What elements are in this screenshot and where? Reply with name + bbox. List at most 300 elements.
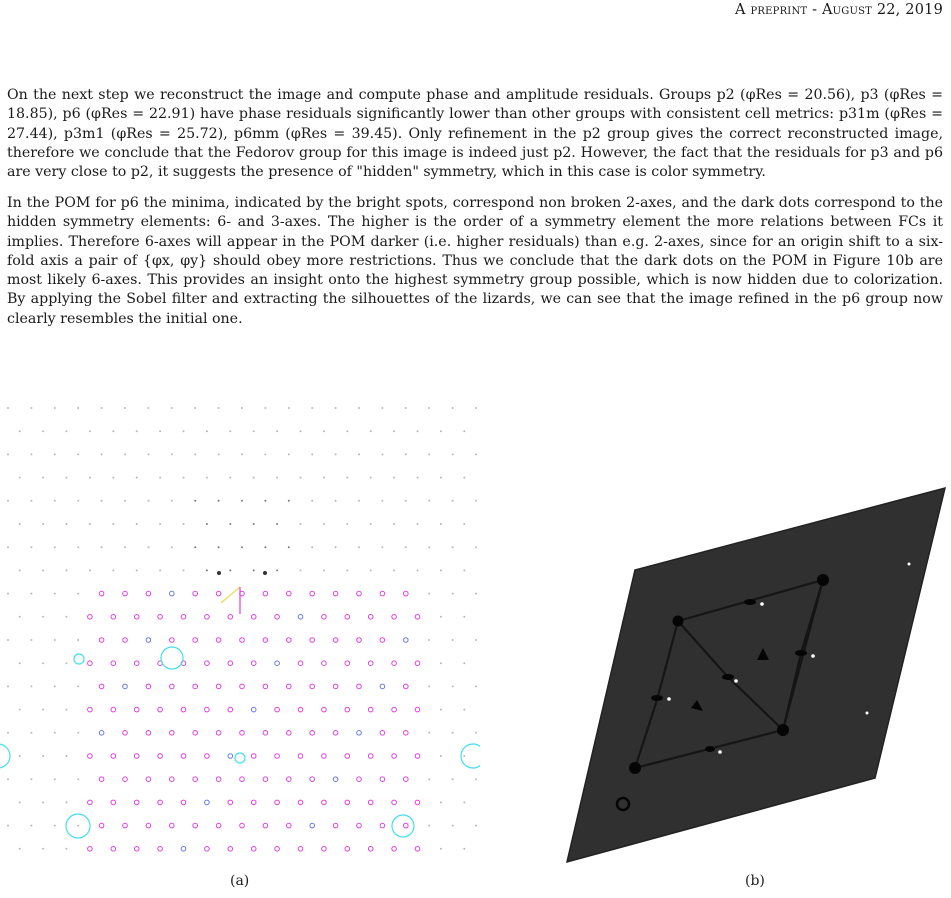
lattice-ring [216, 591, 221, 596]
lattice-ring [263, 591, 268, 596]
pom-lattice-plot [0, 396, 480, 868]
lattice-ring [404, 638, 409, 643]
lattice-ring [99, 591, 104, 596]
lattice-ring [111, 707, 116, 712]
lattice-dot [7, 407, 9, 409]
lattice-ring [263, 731, 268, 736]
lattice-dot [300, 477, 302, 479]
lattice-ring [193, 684, 198, 689]
lattice-dot [218, 546, 220, 548]
lattice-dot [475, 407, 477, 409]
lattice-ring [380, 638, 385, 643]
lattice-dot [30, 453, 32, 455]
lattice-dot [241, 407, 243, 409]
lattice-dot [7, 546, 9, 548]
lattice-ring [415, 847, 420, 852]
lattice-dot [194, 500, 196, 502]
lattice-dot [428, 500, 430, 502]
lattice-dot [66, 848, 68, 850]
lattice-ring [345, 661, 350, 666]
lattice-ring [380, 731, 385, 736]
lattice-ring [380, 823, 385, 828]
lattice-ring [415, 661, 420, 666]
lattice-dot [66, 616, 68, 618]
lattice-ring [263, 638, 268, 643]
lattice-ring [99, 823, 104, 828]
lattice-dot [381, 453, 383, 455]
lattice-dot [147, 500, 149, 502]
lattice-ring [263, 823, 268, 828]
lattice-ring [123, 777, 128, 782]
lattice-ring [228, 661, 233, 666]
lattice-dot [42, 662, 44, 664]
lattice-dot [311, 500, 313, 502]
lattice-ring [368, 800, 373, 805]
lattice-dot [66, 755, 68, 757]
lattice-dot [335, 453, 337, 455]
lattice-dot [54, 453, 56, 455]
lattice-dot [276, 430, 278, 432]
lattice-ring [216, 731, 221, 736]
lattice-ring [193, 777, 198, 782]
lattice-dot [206, 523, 208, 525]
lattice-ring [275, 707, 280, 712]
lattice-dot [381, 407, 383, 409]
lattice-dot [264, 407, 266, 409]
lattice-dot [311, 453, 313, 455]
lattice-dot [30, 778, 32, 780]
lattice-ring [170, 638, 175, 643]
lattice-dot [77, 732, 79, 734]
lattice-ring [146, 823, 151, 828]
lattice-ring [404, 591, 409, 596]
lattice-ring [228, 615, 233, 620]
lattice-dot [405, 500, 407, 502]
lattice-dot [452, 732, 454, 734]
lattice-ring [134, 754, 139, 759]
lattice-dot [463, 662, 465, 664]
lattice-ring [123, 823, 128, 828]
lattice-dot [253, 569, 255, 571]
paragraph-2: In the POM for p6 the minima, indicated by the bright spots, correspond non broken 2-axes, and the dark dots correspond to the hidden symmetry elements: 6- and 3-axes. The higher is the order of a symmetry element the more relations between FCs it implies. Therefore 6-axes will appear in the POM darker (i.e. higher residuals) than e.g. 2-axes, since for an origin shift to a six-fold axis a pair of {φx, φy} should obey more restrictions. Thus we conclude that the dark dots on the POM in Figure 10b are most likely 6-axes. This provides an insight onto the highest symmetry group possible, which is now hidden due to colorization. By applying the Sobel filter and extracting the silhouettes of the lizards, we can see that the image refined in the p6 group now clearly resembles the initial one. [7, 195, 943, 327]
lattice-dot [452, 407, 454, 409]
lattice-dot [417, 477, 419, 479]
lattice-dot [323, 477, 325, 479]
lattice-dot [77, 453, 79, 455]
lattice-dot [19, 569, 21, 571]
lattice-dot [19, 477, 21, 479]
lattice-ring [88, 754, 93, 759]
lattice-dot [7, 453, 9, 455]
lattice-dot [370, 477, 372, 479]
lattice-dot [101, 500, 103, 502]
lattice-dot [276, 569, 278, 571]
lattice-dot [264, 546, 266, 548]
lattice-ring [345, 615, 350, 620]
lattice-dot [452, 546, 454, 548]
lattice-dot [440, 616, 442, 618]
lattice-ring [380, 591, 385, 596]
lattice-dot [358, 407, 360, 409]
lattice-dot [475, 593, 477, 595]
lattice-dot [19, 709, 21, 711]
lattice-ring [99, 638, 104, 643]
lattice-dot [54, 593, 56, 595]
lattice-dot [77, 639, 79, 641]
lattice-dot [171, 546, 173, 548]
lattice-dot [463, 569, 465, 571]
lattice-dot [452, 593, 454, 595]
lattice-dot [440, 848, 442, 850]
lattice-dot [370, 430, 372, 432]
lattice-ring [251, 615, 256, 620]
lattice-dot [42, 848, 44, 850]
lattice-ring [240, 731, 245, 736]
lattice-ring [146, 777, 151, 782]
lattice-ring [357, 731, 362, 736]
lattice-ring [216, 638, 221, 643]
lattice-dot [30, 685, 32, 687]
cyan-ring [235, 753, 245, 763]
lattice-dot [124, 407, 126, 409]
lattice-dot [206, 569, 208, 571]
lattice-ring [298, 661, 303, 666]
lattice-ring [357, 684, 362, 689]
lattice-dot [253, 430, 255, 432]
lattice-ring [251, 661, 256, 666]
lattice-ring [228, 847, 233, 852]
lattice-dot [183, 430, 185, 432]
lattice-dot [475, 639, 477, 641]
lattice-ring [287, 591, 292, 596]
lattice-ring [158, 615, 163, 620]
lattice-dot [7, 685, 9, 687]
lattice-dot [77, 825, 79, 827]
lattice-ring [368, 754, 373, 759]
lattice-ring [333, 684, 338, 689]
lattice-ring [333, 823, 338, 828]
lattice-dot [288, 546, 290, 548]
lattice-dot [66, 801, 68, 803]
lattice-dot [54, 639, 56, 641]
lattice-dot [136, 430, 138, 432]
lattice-dot [370, 523, 372, 525]
lattice-dot [452, 685, 454, 687]
lattice-dot [42, 616, 44, 618]
lattice-dot [194, 453, 196, 455]
lattice-ring [380, 777, 385, 782]
lattice-ring [193, 731, 198, 736]
lattice-ring [99, 731, 104, 736]
lattice-ring [99, 684, 104, 689]
lattice-dot [159, 430, 161, 432]
lattice-dot [264, 500, 266, 502]
lattice-ring [134, 661, 139, 666]
lattice-dot [440, 569, 442, 571]
cyan-ring [392, 815, 414, 837]
lattice-dot [77, 593, 79, 595]
lattice-dot [440, 709, 442, 711]
lattice-dot [358, 546, 360, 548]
lattice-dot [19, 430, 21, 432]
lattice-ring [322, 615, 327, 620]
lattice-ring [287, 731, 292, 736]
lattice-dot [335, 407, 337, 409]
lattice-dot [452, 500, 454, 502]
lattice-dot [288, 500, 290, 502]
lattice-dot [159, 569, 161, 571]
lattice-dot [475, 732, 477, 734]
lattice-ring [415, 615, 420, 620]
lattice-ring [322, 707, 327, 712]
dark-dot [263, 571, 267, 575]
lattice-dot [112, 477, 114, 479]
lattice-dot [463, 801, 465, 803]
lattice-ring [170, 684, 175, 689]
lattice-dot [66, 477, 68, 479]
lattice-dot [42, 709, 44, 711]
lattice-ring [287, 638, 292, 643]
lattice-dot [440, 523, 442, 525]
lattice-ring [216, 777, 221, 782]
lattice-ring [392, 847, 397, 852]
lattice-dot [358, 500, 360, 502]
paragraph-1: On the next step we reconstruct the image and compute phase and amplitude residuals. Groups p2 (φRes = 20.56), p3 (φRes = 18.85), p6 (φRes = 22.91) have phase residuals significantly lower than other groups with consistent cell metrics: p31m (φRes = 27.44), p3m1 (φRes = 25.72), p6mm (φRes = 39.45). Only refinement in the p2 group gives the correct reconstructed image, therefore we conclude that the Fedorov group for this image is indeed just p2. However, the fact that the residuals for p3 and p6 are very close to p2, it suggests the presence of "hidden" symmetry, which in this case is color symmetry. [7, 87, 943, 181]
lattice-dot [66, 709, 68, 711]
lattice-dot [19, 523, 21, 525]
lattice-ring [170, 731, 175, 736]
lattice-dot [241, 546, 243, 548]
lattice-dot [183, 477, 185, 479]
lattice-dot [54, 500, 56, 502]
lattice-ring [298, 754, 303, 759]
lattice-ring [240, 823, 245, 828]
lattice-ring [263, 777, 268, 782]
lattice-dot [229, 523, 231, 525]
lattice-ring [251, 754, 256, 759]
lattice-dot [229, 430, 231, 432]
lattice-dot [171, 407, 173, 409]
yellow-vector [221, 587, 240, 603]
lattice-ring [415, 800, 420, 805]
lattice-dot [417, 569, 419, 571]
lattice-ring [287, 684, 292, 689]
lattice-dot [276, 477, 278, 479]
lattice-ring [392, 615, 397, 620]
lattice-dot [30, 546, 32, 548]
lattice-dot [194, 407, 196, 409]
lattice-dot [183, 523, 185, 525]
lattice-dot [440, 662, 442, 664]
lattice-ring [111, 754, 116, 759]
figure-panel-a [0, 396, 480, 868]
lattice-dot [463, 709, 465, 711]
lattice-ring [240, 684, 245, 689]
lattice-dot [77, 546, 79, 548]
lattice-ring [345, 800, 350, 805]
lattice-dot [475, 778, 477, 780]
lattice-ring [404, 823, 409, 828]
lattice-dot [66, 662, 68, 664]
lattice-ring [251, 800, 256, 805]
refined-image-rhombus [545, 478, 950, 868]
lattice-dot [300, 523, 302, 525]
lattice-dot [253, 477, 255, 479]
lattice-dot [346, 430, 348, 432]
lattice-ring [310, 591, 315, 596]
lattice-dot [30, 639, 32, 641]
lattice-ring [251, 847, 256, 852]
lattice-dot [159, 523, 161, 525]
lattice-dot [42, 523, 44, 525]
lattice-ring [205, 754, 210, 759]
lattice-dot [136, 477, 138, 479]
lattice-dot [346, 477, 348, 479]
lattice-dot [66, 569, 68, 571]
lattice-dot [346, 523, 348, 525]
lattice-dot [30, 500, 32, 502]
lattice-dot [54, 732, 56, 734]
lattice-dot [323, 523, 325, 525]
lattice-ring [275, 615, 280, 620]
lattice-ring [181, 847, 186, 852]
lattice-dot [54, 407, 56, 409]
lattice-ring [170, 777, 175, 782]
lattice-ring [170, 591, 175, 596]
lattice-dot [428, 685, 430, 687]
lattice-dot [124, 546, 126, 548]
lattice-dot [428, 407, 430, 409]
lattice-dot [159, 477, 161, 479]
lattice-ring [368, 661, 373, 666]
lattice-ring [310, 777, 315, 782]
lattice-dot [393, 430, 395, 432]
lattice-dot [381, 546, 383, 548]
lattice-dot [288, 453, 290, 455]
lattice-ring [322, 661, 327, 666]
lattice-dot [428, 825, 430, 827]
lattice-ring [205, 847, 210, 852]
lattice-ring [134, 800, 139, 805]
lattice-dot [42, 430, 44, 432]
lattice-dot [428, 732, 430, 734]
dark-dot [217, 571, 221, 575]
lattice-ring [228, 800, 233, 805]
lattice-dot [19, 801, 21, 803]
lattice-dot [405, 453, 407, 455]
lattice-dot [206, 477, 208, 479]
lattice-ring [88, 847, 93, 852]
lattice-dot [311, 546, 313, 548]
lattice-ring [205, 661, 210, 666]
lattice-dot [452, 453, 454, 455]
lattice-dot [241, 500, 243, 502]
lattice-dot [89, 569, 91, 571]
lattice-ring [345, 707, 350, 712]
lattice-dot [7, 825, 9, 827]
lattice-ring [134, 615, 139, 620]
lattice-ring [88, 707, 93, 712]
lattice-dot [30, 732, 32, 734]
lattice-dot [405, 407, 407, 409]
lattice-ring [88, 615, 93, 620]
lattice-dot [112, 523, 114, 525]
lattice-dot [54, 685, 56, 687]
lattice-dot [42, 755, 44, 757]
lattice-ring [275, 847, 280, 852]
lattice-ring [193, 823, 198, 828]
lattice-ring [333, 731, 338, 736]
lattice-ring [228, 754, 233, 759]
lattice-ring [357, 591, 362, 596]
lattice-dot [30, 593, 32, 595]
lattice-ring [111, 661, 116, 666]
lattice-ring [275, 754, 280, 759]
lattice-dot [417, 523, 419, 525]
lattice-ring [287, 823, 292, 828]
lattice-dot [136, 569, 138, 571]
cyan-ring [0, 744, 10, 768]
lattice-ring [392, 661, 397, 666]
lattice-ring [181, 707, 186, 712]
lattice-dot [194, 546, 196, 548]
lattice-dot [147, 453, 149, 455]
lattice-ring [181, 754, 186, 759]
lattice-dot [463, 616, 465, 618]
lattice-ring [240, 777, 245, 782]
lattice-ring [333, 591, 338, 596]
lattice-dot [323, 569, 325, 571]
lattice-dot [77, 407, 79, 409]
lattice-ring [146, 638, 151, 643]
lattice-dot [54, 825, 56, 827]
lattice-dot [7, 500, 9, 502]
lattice-ring [193, 638, 198, 643]
lattice-dot [335, 500, 337, 502]
lattice-dot [428, 778, 430, 780]
lattice-ring [298, 800, 303, 805]
lattice-dot [124, 453, 126, 455]
lattice-dot [381, 500, 383, 502]
lattice-ring [99, 777, 104, 782]
lattice-dot [54, 546, 56, 548]
lattice-dot [311, 407, 313, 409]
lattice-ring [310, 638, 315, 643]
lattice-dot [417, 430, 419, 432]
lattice-dot [428, 593, 430, 595]
lattice-dot [147, 407, 149, 409]
lattice-dot [42, 477, 44, 479]
lattice-dot [171, 453, 173, 455]
lattice-ring [193, 591, 198, 596]
lattice-ring [123, 638, 128, 643]
lattice-ring [357, 638, 362, 643]
lattice-ring [205, 800, 210, 805]
lattice-dot [124, 500, 126, 502]
lattice-ring [415, 754, 420, 759]
lattice-ring [322, 847, 327, 852]
caption-a: (a) [230, 873, 250, 889]
lattice-dot [276, 523, 278, 525]
lattice-dot [7, 593, 9, 595]
lattice-dot [452, 778, 454, 780]
lattice-ring [170, 823, 175, 828]
lattice-ring [392, 707, 397, 712]
lattice-dot [77, 778, 79, 780]
lattice-dot [89, 430, 91, 432]
lattice-dot [42, 801, 44, 803]
lattice-dot [101, 407, 103, 409]
